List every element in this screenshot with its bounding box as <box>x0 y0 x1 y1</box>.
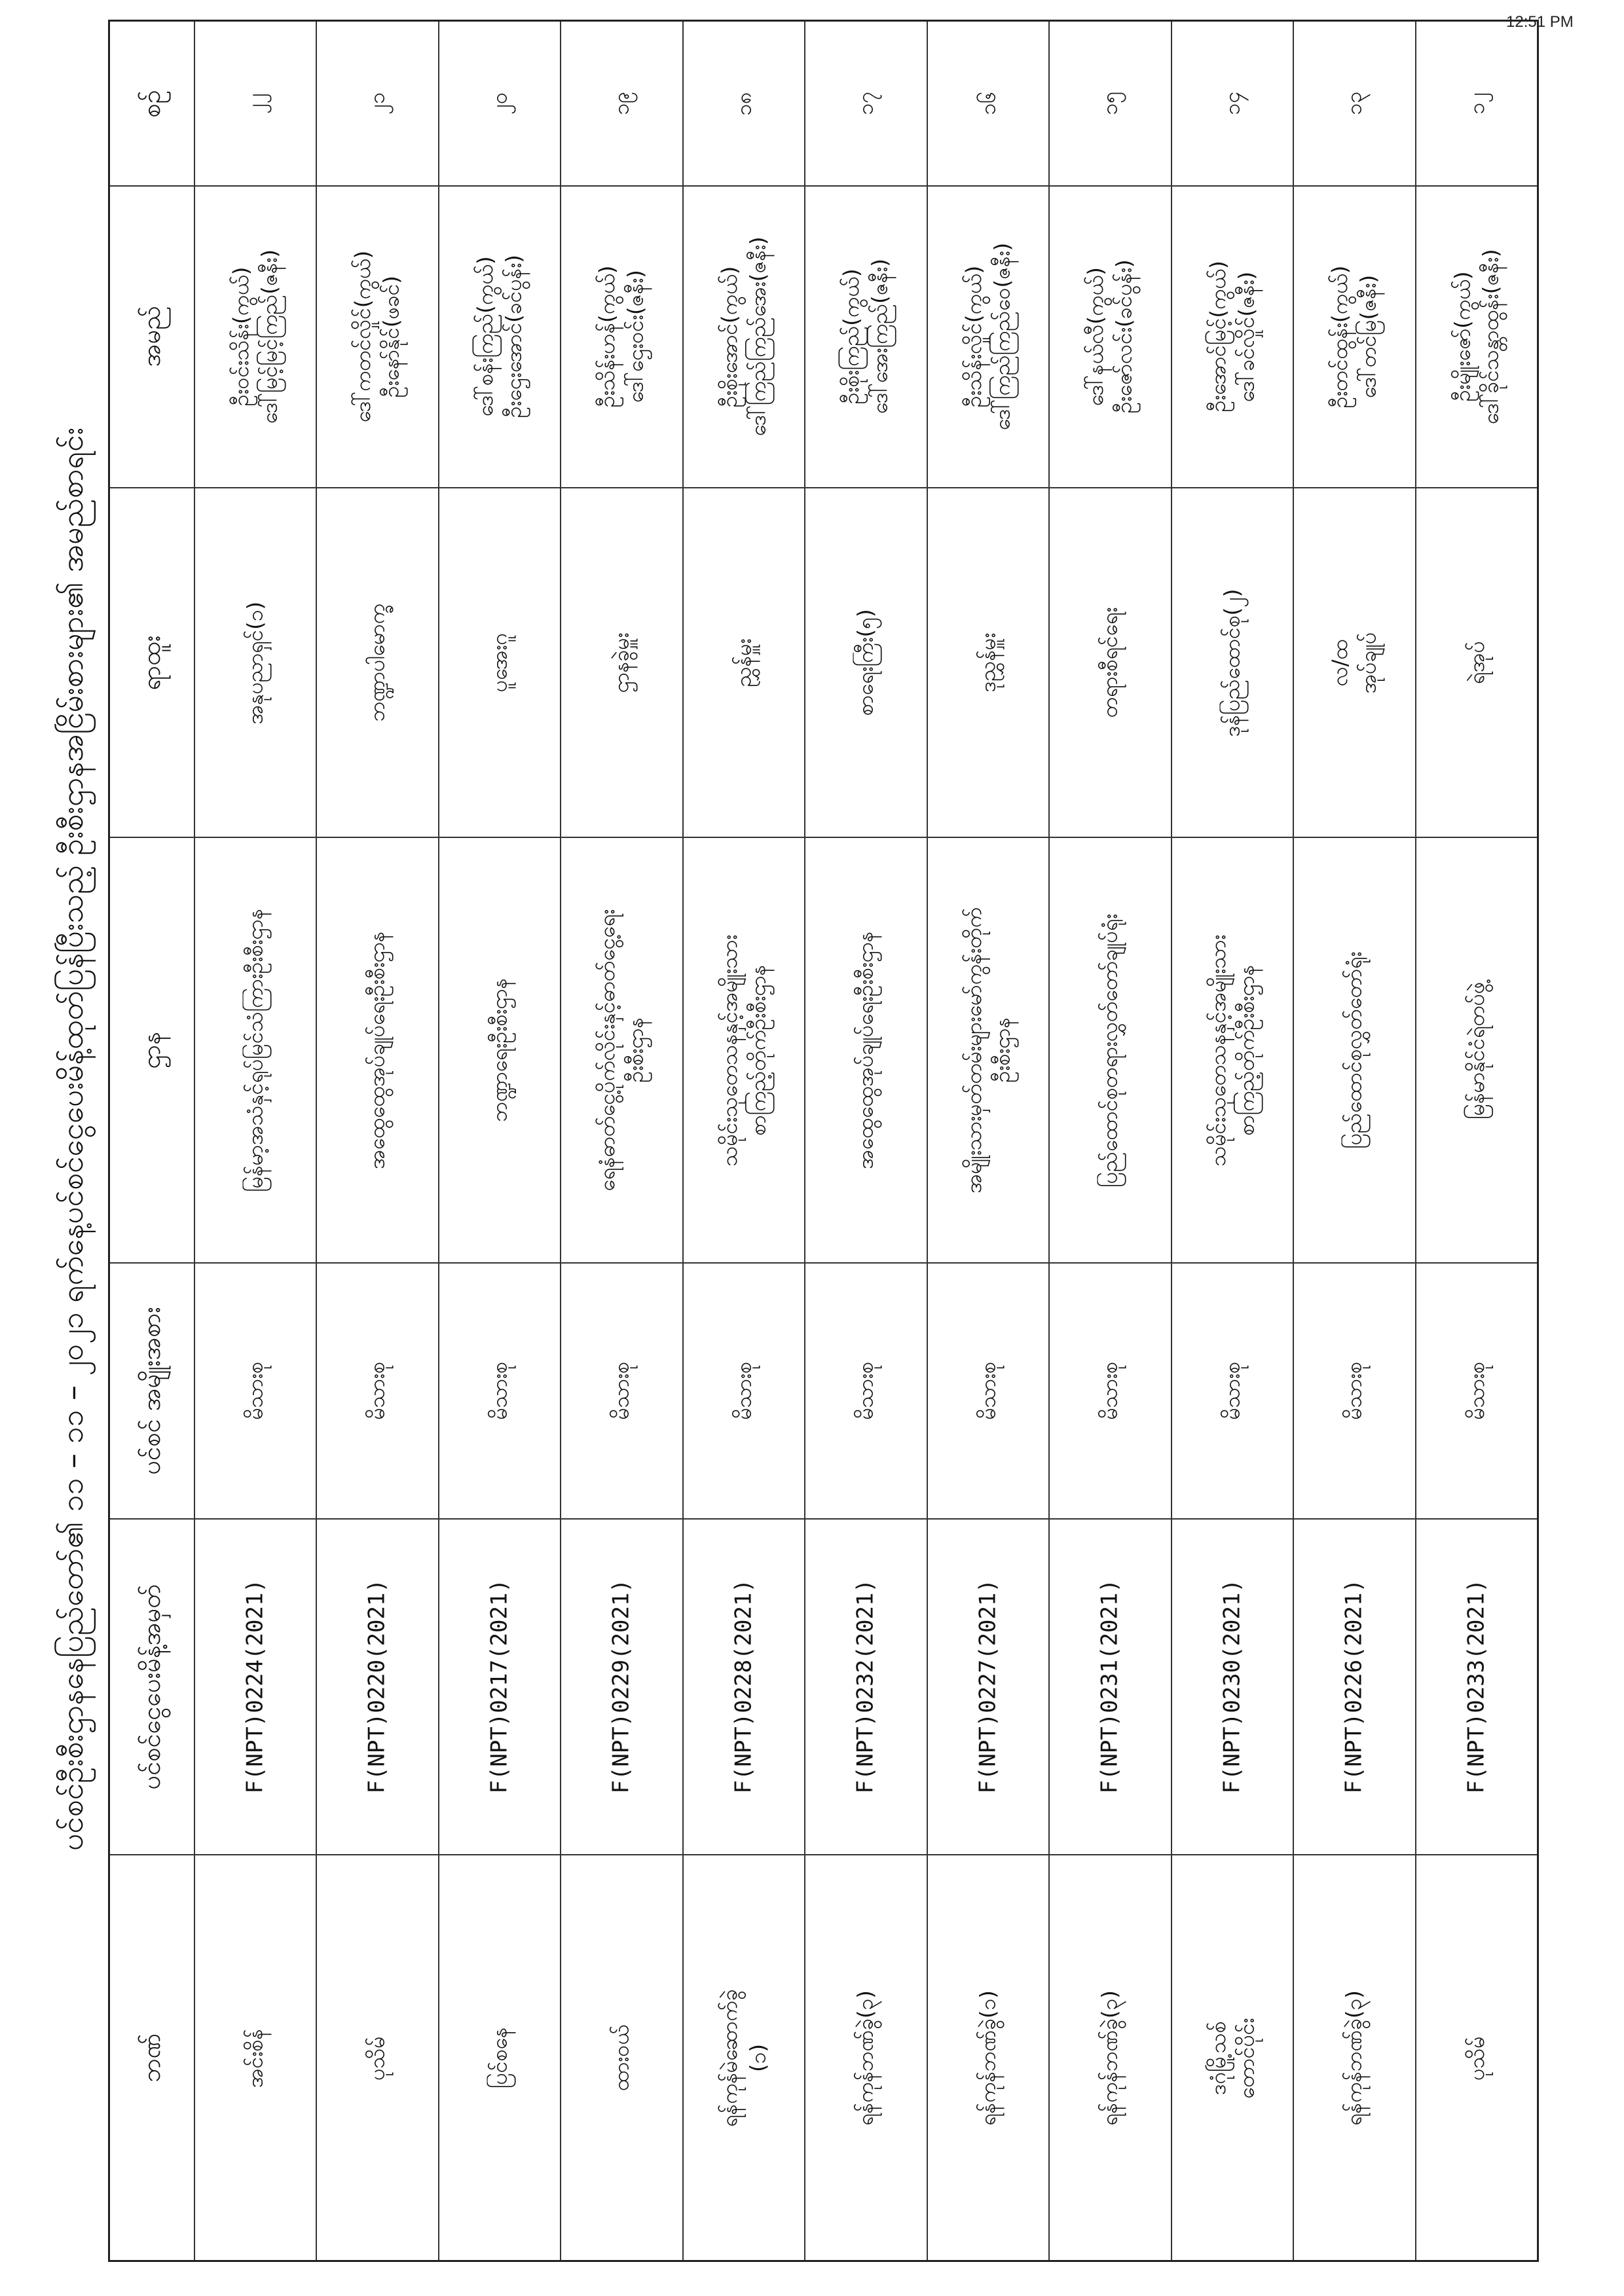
cell-bank: ပြင်စနေ <box>439 1855 561 2261</box>
cell-no: ၁၃ <box>1293 21 1416 187</box>
cell-no: ၁၈ <box>683 21 805 187</box>
cell-pension-type: မိသားစု <box>194 1263 317 1519</box>
cell-no: ၁၉ <box>561 21 683 187</box>
cell-rank: ဘဏ္ဍာပါမောက္ခ <box>316 488 439 837</box>
header-office: ဘဏ် <box>109 1855 194 2261</box>
cell-pension-type: မိသားစု <box>316 1263 439 1519</box>
header-dept: ဌာန <box>109 837 194 1264</box>
cell-bank: ဒဂုံမြို့သစ် တောင်ပိုင်း <box>1172 1855 1294 2261</box>
pension-list-table <box>108 20 1539 2262</box>
header-name: အမည် <box>109 186 194 487</box>
cell-bank: ရန်ကုန်ဘဏ်ခွဲ(၁) <box>927 1855 1050 2261</box>
cell-pension-type: မိသားစု <box>805 1263 927 1519</box>
cell-name: ဒေါ်နယ်လီ(ကွယ်) ဦးဇော်လင်း(ခင်ပွန်း) <box>1049 186 1172 487</box>
cell-department: အထွေထွေအုပ်ချုပ်ရေးဦးစီးဌာန <box>805 837 927 1264</box>
cell-department: ပြည်ထောင်စုလွှတ်တော်ရုံး <box>1293 837 1416 1264</box>
cell-department: မြန်မာနိုင်ငံရဲတပ်ဖွဲ့ <box>1416 837 1538 1264</box>
cell-rank: လ/ထ အုပ်ချုပ် <box>1293 488 1416 837</box>
field-row-no <box>109 21 1538 187</box>
cell-department: ရေနံဓာတ်ငွေ့ပိုက်လိုင်းနှင့်ဓာတ်ငွေ့ရေး ဦးစီးဌာန <box>561 837 683 1264</box>
cell-bank: ပုသိမ် <box>316 1855 439 2261</box>
cell-order-no: F(NPT)0229(2021) <box>561 1519 683 1855</box>
field-row-type <box>109 1263 1538 1519</box>
cell-bank: အင်းစိန် <box>194 1855 317 2261</box>
cell-no: ၁၂ <box>1416 21 1538 187</box>
print-timestamp: 12:51 PM <box>1506 13 1574 31</box>
cell-name: ဦးဝင်းသိန်း(ကွယ်) ဒေါ်မြင့်မြင့်ကြည်(ဇနီး) <box>194 186 317 487</box>
cell-pension-type: မိသားစု <box>1049 1263 1172 1519</box>
cell-pension-type: မိသားစု <box>1172 1263 1294 1519</box>
cell-no: ၂၂ <box>194 21 317 187</box>
cell-bank: ရန်ကုန်ဘဏ်ခွဲ(၃) <box>805 1855 927 2261</box>
cell-rank: ဌာနခွဲမှူး <box>561 488 683 837</box>
cell-rank: ရဲအုပ် <box>1416 488 1538 837</box>
header-type: ပင်စင် အမျိုးအစား <box>109 1263 194 1519</box>
cell-no: ၂၀ <box>439 21 561 187</box>
cell-name: ဦးသိန်းဟန်(ကွယ်) ဒေါ်ဌေးဝင်း(ဇနီး) <box>561 186 683 487</box>
cell-department: အထွေထွေအုပ်ချုပ်ရေးဦးစီးဌာန <box>316 837 439 1264</box>
cell-name: ဦးစိုးကြည်(ကွယ်) ဒေါ်အေးကြည်(ဇနီး) <box>805 186 927 487</box>
cell-order-no: F(NPT)0224(2021) <box>194 1519 317 1855</box>
cell-no: ၁၅ <box>1049 21 1172 187</box>
cell-department: သမိုင်းသုတေသနနှင့်အမျိုးသား စာကြည့်တိုက်ဦးစီးဌာန <box>683 837 805 1264</box>
cell-rank: ဒုညွှန်မှူး <box>927 488 1050 837</box>
header-rank: ရာထူး <box>109 488 194 837</box>
cell-rank: အနုပညာရှင်(၁) <box>194 488 317 837</box>
cell-bank: ထားဝယ် <box>561 1855 683 2261</box>
cell-no: ၂၁ <box>316 21 439 187</box>
header-no: စဉ် <box>109 21 194 187</box>
cell-rank: ပူအေးဂူ <box>439 488 561 837</box>
cell-name: ဒေါ်စန်းကြည်(ကွယ်) ဦးဌေးအောင်(ခင်ပွန်း) <box>439 186 561 487</box>
field-row-rank <box>109 488 1538 837</box>
cell-department: မြန်မာ့အသံနှင့်ရုပ်မြင်သံကြားဦးစီးဌာန <box>194 837 317 1264</box>
cell-pension-type: မိသားစု <box>439 1263 561 1519</box>
cell-order-no: F(NPT)0230(2021) <box>1172 1519 1294 1855</box>
cell-order-no: F(NPT)0233(2021) <box>1416 1519 1538 1855</box>
cell-no: ၁၄ <box>1172 21 1294 187</box>
cell-name: ဦးအောင်မြင့်(ကွယ်) ဒေါ်ခင်လှိုင်(ဇနီး) <box>1172 186 1294 487</box>
cell-bank: ရန်ကုန်ဘဏ်ခွဲ(၃) <box>1293 1855 1416 2261</box>
cell-name: ဒေါ်ကတင်လှိုင်(ကွယ်) ဦးနော်နိုင်(ဖခင်) <box>316 186 439 487</box>
cell-rank: ညွှန်မှူး <box>683 488 805 837</box>
field-row-name <box>109 186 1538 487</box>
cell-department: ဘဏ္ဍာရေးဦးစီးဌာန <box>439 837 561 1264</box>
cell-pension-type: မိသားစု <box>927 1263 1050 1519</box>
cell-no: ၁၆ <box>927 21 1050 187</box>
header-order: ပင်စင်ငွေပေးမိန့်အမှတ် <box>109 1519 194 1855</box>
cell-rank: စာရေးကြီး(၅) <box>805 488 927 837</box>
cell-bank: ပုသိမ် <box>1416 1855 1538 2261</box>
cell-pension-type: မိသားစု <box>561 1263 683 1519</box>
cell-department: အမျိုးသားမှတ်တမ်းများမော်ကွန်းတိုက် ဦးစီးဌာန <box>927 837 1050 1264</box>
cell-order-no: F(NPT)0226(2021) <box>1293 1519 1416 1855</box>
cell-department: သမိုင်းသုတေသနနှင့်အမျိုးသား စာကြည့်တိုက်ဦးစီးဌာန <box>1172 837 1294 1264</box>
cell-name: ဦးတင်ထွန်း(ကွယ်) ဒေါ်တင်မြ(ဇနီး) <box>1293 186 1416 487</box>
cell-rank: တရားစီရင်ရေး <box>1049 488 1172 837</box>
cell-rank: ဒုန်ပြည်ထောင်စု(၂) <box>1172 488 1294 837</box>
cell-order-no: F(NPT)0217(2021) <box>439 1519 561 1855</box>
cell-bank: ရန်ကုန်မဲဆောက်ခွဲ (၁) <box>683 1855 805 2261</box>
cell-order-no: F(NPT)0232(2021) <box>805 1519 927 1855</box>
cell-pension-type: မိသားစု <box>1416 1263 1538 1519</box>
cell-pension-type: မိသားစု <box>683 1263 805 1519</box>
cell-department: ပြည်ထောင်စုတရားလွှတ်တော်ချုပ်ရုံး <box>1049 837 1172 1264</box>
cell-no: ၁၇ <box>805 21 927 187</box>
field-row-dept <box>109 837 1538 1264</box>
cell-order-no: F(NPT)0227(2021) <box>927 1519 1050 1855</box>
cell-name: ဦးသိန်းလှိုင်(ကွယ်) ဒေါ်ကြည်ကြည်ဝေ(ဇနီး) <box>927 186 1050 487</box>
cell-pension-type: မိသားစု <box>1293 1263 1416 1519</box>
page-title: ပင်စင်ဦးစီးဌာနနေပြည်တော်၏ ၁၁ – ၁၁ – ၂၀၂၁ ရက်နေ့ပင်စင်ငွေပေးမိန့်ထုတ်ပြန်ပြီးသည့် ဦးစီးဌာနအငြိမ်းစားများ၏ အမည်စာရင်း <box>54 427 90 1851</box>
cell-order-no: F(NPT)0228(2021) <box>683 1519 805 1855</box>
cell-name: ဦးစိုးအောင်(ကွယ်) ဒေါ်ကြည်ကြည်အေး(ဇနီး) <box>683 186 805 487</box>
cell-name: ဦးမျိုးဇော်(ကွယ်) ဒေါ်ခိုင်သန္တာထွန်း(ဇနီး) <box>1416 186 1538 487</box>
field-row-office <box>109 1855 1538 2261</box>
cell-order-no: F(NPT)0231(2021) <box>1049 1519 1172 1855</box>
cell-bank: ရန်ကုန်ဘဏ်ခွဲ(၃) <box>1049 1855 1172 2261</box>
cell-order-no: F(NPT)0220(2021) <box>316 1519 439 1855</box>
field-row-order <box>109 1519 1538 1855</box>
